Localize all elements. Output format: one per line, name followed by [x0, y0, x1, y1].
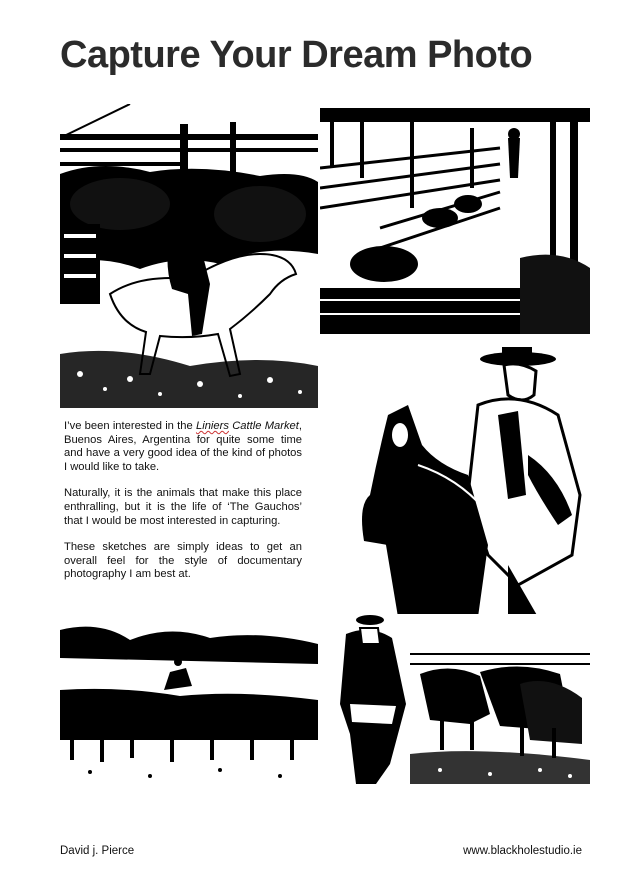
photo-gaucho-standing: [320, 614, 590, 784]
paragraph-3: These sketches are simply ideas to get an overall feel for the style of documentary photography I am best at.: [64, 541, 302, 581]
sketch-gaucho-portrait: [358, 345, 590, 617]
sketch-cattle-pens: [320, 108, 590, 334]
cattle-market-words: Cattle Market: [228, 420, 299, 432]
photo-herd-landscape: [60, 610, 318, 782]
paragraph-1-tail: , Buenos Aires, Argentina for quite some time and have a very good idea of the kind of photos I would like to take.: [64, 420, 302, 473]
intro-text: [64, 420, 302, 595]
photo-gaucho-white-horse: [60, 104, 318, 408]
footer-author: David j. Pierce: [60, 845, 135, 857]
sketch-gaucho-white-horse: [60, 104, 318, 408]
paragraph-2: Naturally, it is the animals that make this place enthralling, but it is the life of ‘The Gauchos’ that I would be most interested in capturing.: [64, 487, 302, 527]
paragraph-1-lead: I’ve been interested in the: [64, 420, 196, 432]
paragraph-1: [64, 420, 302, 474]
liniers-word: Liniers: [195, 420, 229, 432]
page-title: Capture Your Dream Photo: [60, 34, 533, 76]
photo-cattle-pens: [320, 108, 590, 334]
footer-website[interactable]: www.blackholestudio.ie: [463, 845, 582, 857]
sketch-herd-landscape: [60, 610, 318, 782]
sketch-gaucho-standing: [320, 614, 590, 784]
photo-gaucho-portrait: [358, 345, 590, 617]
